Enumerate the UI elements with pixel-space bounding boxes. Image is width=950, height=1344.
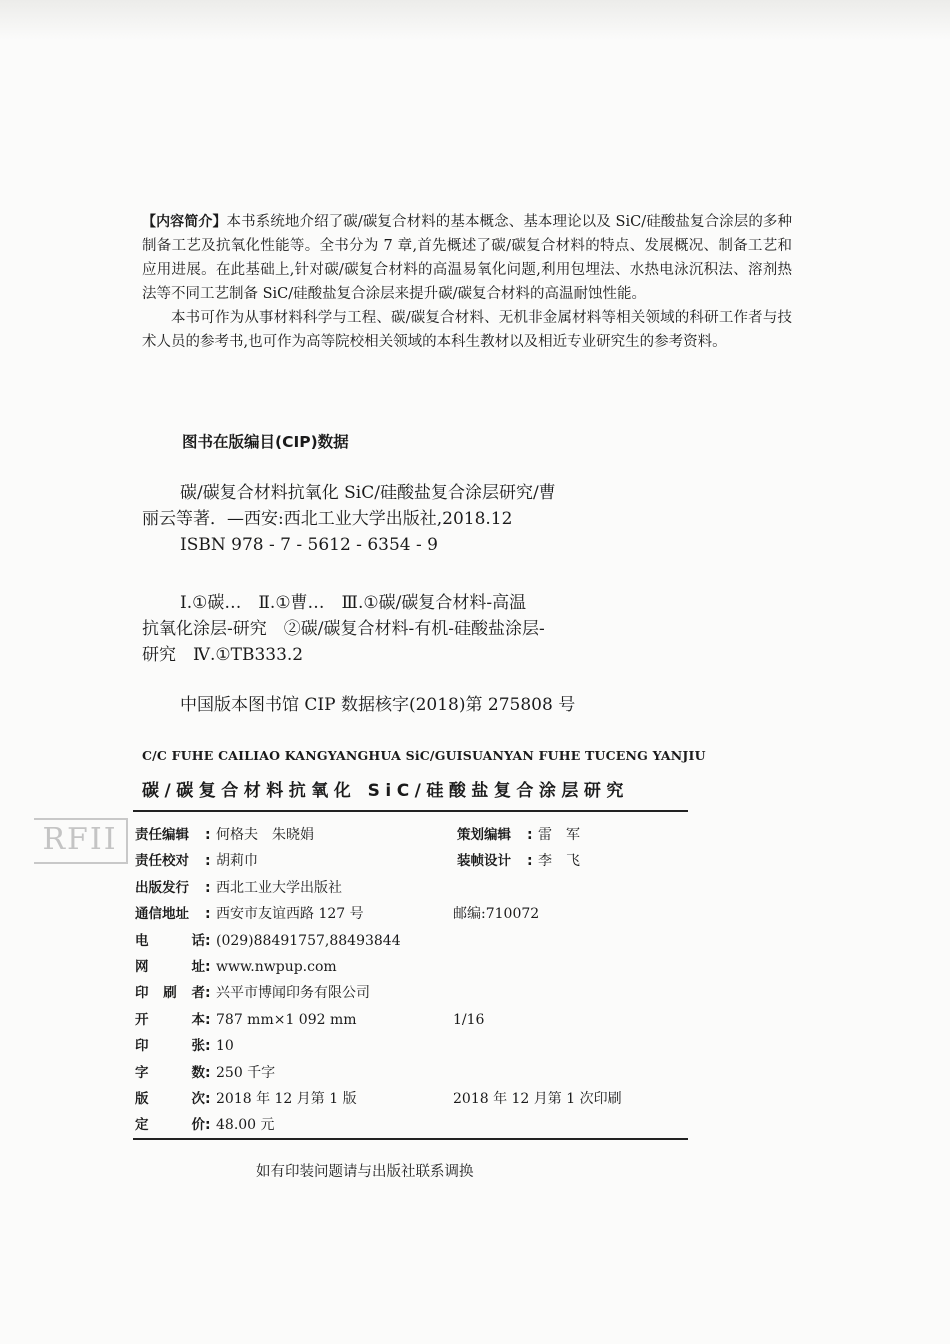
row-printer: 印 刷 者 : 兴平市博闻印务有限公司: [135, 980, 695, 1006]
web-value: www.nwpup.com: [216, 958, 337, 975]
cip-entry: [142, 480, 642, 558]
address-label: 通信地址: [135, 906, 189, 923]
designer-label: 装帧设计: [457, 853, 511, 870]
price-value: 48.00 元: [216, 1117, 275, 1134]
bottom-rule: [133, 1138, 688, 1140]
format-label: 开 本: [135, 1011, 205, 1028]
summary-label: 【内容简介】: [142, 214, 227, 230]
row-words: 字 数 : 250 千字: [135, 1060, 695, 1086]
phone-label: 电 话: [135, 932, 205, 949]
planner-label: 策划编辑: [457, 827, 511, 843]
row-sheets: 印 张 : 10: [135, 1033, 695, 1059]
content-summary: [142, 210, 792, 354]
summary-paragraph-2: 本书可作为从事材料科学与工程、碳/碳复合材料、无机非金属材料等相关领域的科研工作者与技术人员的参考书,也可作为高等院校相关领域的本科生教材以及相近专业研究生的参考资料。: [142, 310, 792, 350]
web-label: 网 址: [135, 958, 205, 975]
row-address: 通信地址 : 西安市友谊西路 127 号 邮编:710072: [135, 901, 695, 927]
printer-value: 兴平市博闻印务有限公司: [216, 985, 370, 1002]
scan-shadow: [0, 0, 950, 40]
words-label: 字 数: [135, 1064, 205, 1081]
publication-details: [135, 822, 695, 1139]
row-phone: 电 话 : (029)88491757,88493844: [135, 928, 695, 954]
sheets-label: 印 张: [135, 1038, 205, 1055]
price-label: 定 价: [135, 1117, 205, 1134]
proof-value: 胡莉巾: [216, 853, 258, 870]
designer-value: 李 飞: [538, 853, 580, 870]
address-value: 西安市友谊西路 127 号: [216, 906, 364, 923]
cip-record: [142, 692, 642, 718]
printer-label: 印 刷 者: [135, 985, 205, 1002]
planner-value: 雷 军: [538, 827, 580, 843]
row-publisher: 出版发行 : 西北工业大学出版社: [135, 875, 695, 901]
footer-note: 如有印装问题请与出版社联系调换: [256, 1164, 474, 1180]
cip-title: 图书在版编目(CIP)数据: [182, 433, 349, 451]
cip-line-2: 丽云等著．—西安:西北工业大学出版社,2018.12: [142, 509, 513, 529]
row-edition: 版 次 : 2018 年 12 月第 1 版 2018 年 12 月第 1 次印刷: [135, 1086, 695, 1112]
title-rule: [133, 810, 688, 812]
printing-value: 2018 年 12 月第 1 次印刷: [453, 1090, 622, 1107]
cip-class-line-3: 研究 Ⅳ.①TB333.2: [142, 645, 304, 665]
row-format: 开 本 : 787 mm×1 092 mm 1/16: [135, 1007, 695, 1033]
row-editor: 责任编辑 : 何格夫 朱晓娟 策划编辑 : 雷 军: [135, 822, 695, 848]
summary-text-1: 本书系统地介绍了碳/碳复合材料的基本概念、基本理论以及 SiC/硅酸盐复合涂层的多种制备工艺及抗氧化性能等。全书分为 7 章,首先概述了碳/碳复合材料的特点、发展概况、制备工艺和应用进展。在此基础上,针对碳/碳复合材料的高温易氧化问题,利用包埋法、水热电泳沉积法、溶剂热法等不同工艺制备 SiC/硅酸盐复合涂层来提升碳/碳复合材料的高温耐蚀性能。: [142, 214, 793, 302]
words-value: 250 千字: [216, 1064, 276, 1081]
pinyin-title: C/C FUHE CAILIAO KANGYANGHUA SiC/GUISUANYAN FUHE TUCENG YANJIU: [142, 748, 706, 763]
editor-label: 责任编辑: [135, 827, 189, 843]
cip-isbn: ISBN 978 - 7 - 5612 - 6354 - 9: [180, 535, 438, 555]
cip-classification: [142, 590, 642, 668]
edition-label: 版 次: [135, 1090, 205, 1107]
sheets-value: 10: [216, 1038, 234, 1055]
cip-class-line-2: 抗氧化涂层-研究 ②碳/碳复合材料-有机-硅酸盐涂层-: [142, 619, 545, 639]
cip-record-number: 中国版本图书馆 CIP 数据核字(2018)第 275808 号: [180, 695, 576, 715]
phone-value: (029)88491757,88493844: [216, 932, 401, 949]
editor-value: 何格夫 朱晓娟: [216, 827, 314, 843]
library-stamp: RFII: [34, 818, 128, 864]
book-title: 碳/碳复合材料抗氧化 SiC/硅酸盐复合涂层研究: [142, 781, 629, 801]
row-proof: 责任校对 : 胡莉巾 装帧设计 : 李 飞: [135, 848, 695, 874]
proof-label: 责任校对: [135, 853, 189, 870]
format-fold: 1/16: [453, 1011, 485, 1028]
publisher-label: 出版发行: [135, 879, 189, 896]
cip-line-1: 碳/碳复合材料抗氧化 SiC/硅酸盐复合涂层研究/曹: [180, 483, 556, 503]
postcode-value: 邮编:710072: [453, 906, 540, 923]
summary-paragraph-1: [142, 210, 792, 306]
publisher-value: 西北工业大学出版社: [216, 879, 342, 896]
format-value: 787 mm×1 092 mm: [216, 1011, 357, 1028]
cip-class-line-1: Ⅰ.①碳… Ⅱ.①曹… Ⅲ.①碳/碳复合材料-高温: [180, 593, 527, 613]
row-price: 定 价 : 48.00 元: [135, 1112, 695, 1138]
row-web: 网 址 : www.nwpup.com: [135, 954, 695, 980]
edition-value: 2018 年 12 月第 1 版: [216, 1090, 357, 1107]
